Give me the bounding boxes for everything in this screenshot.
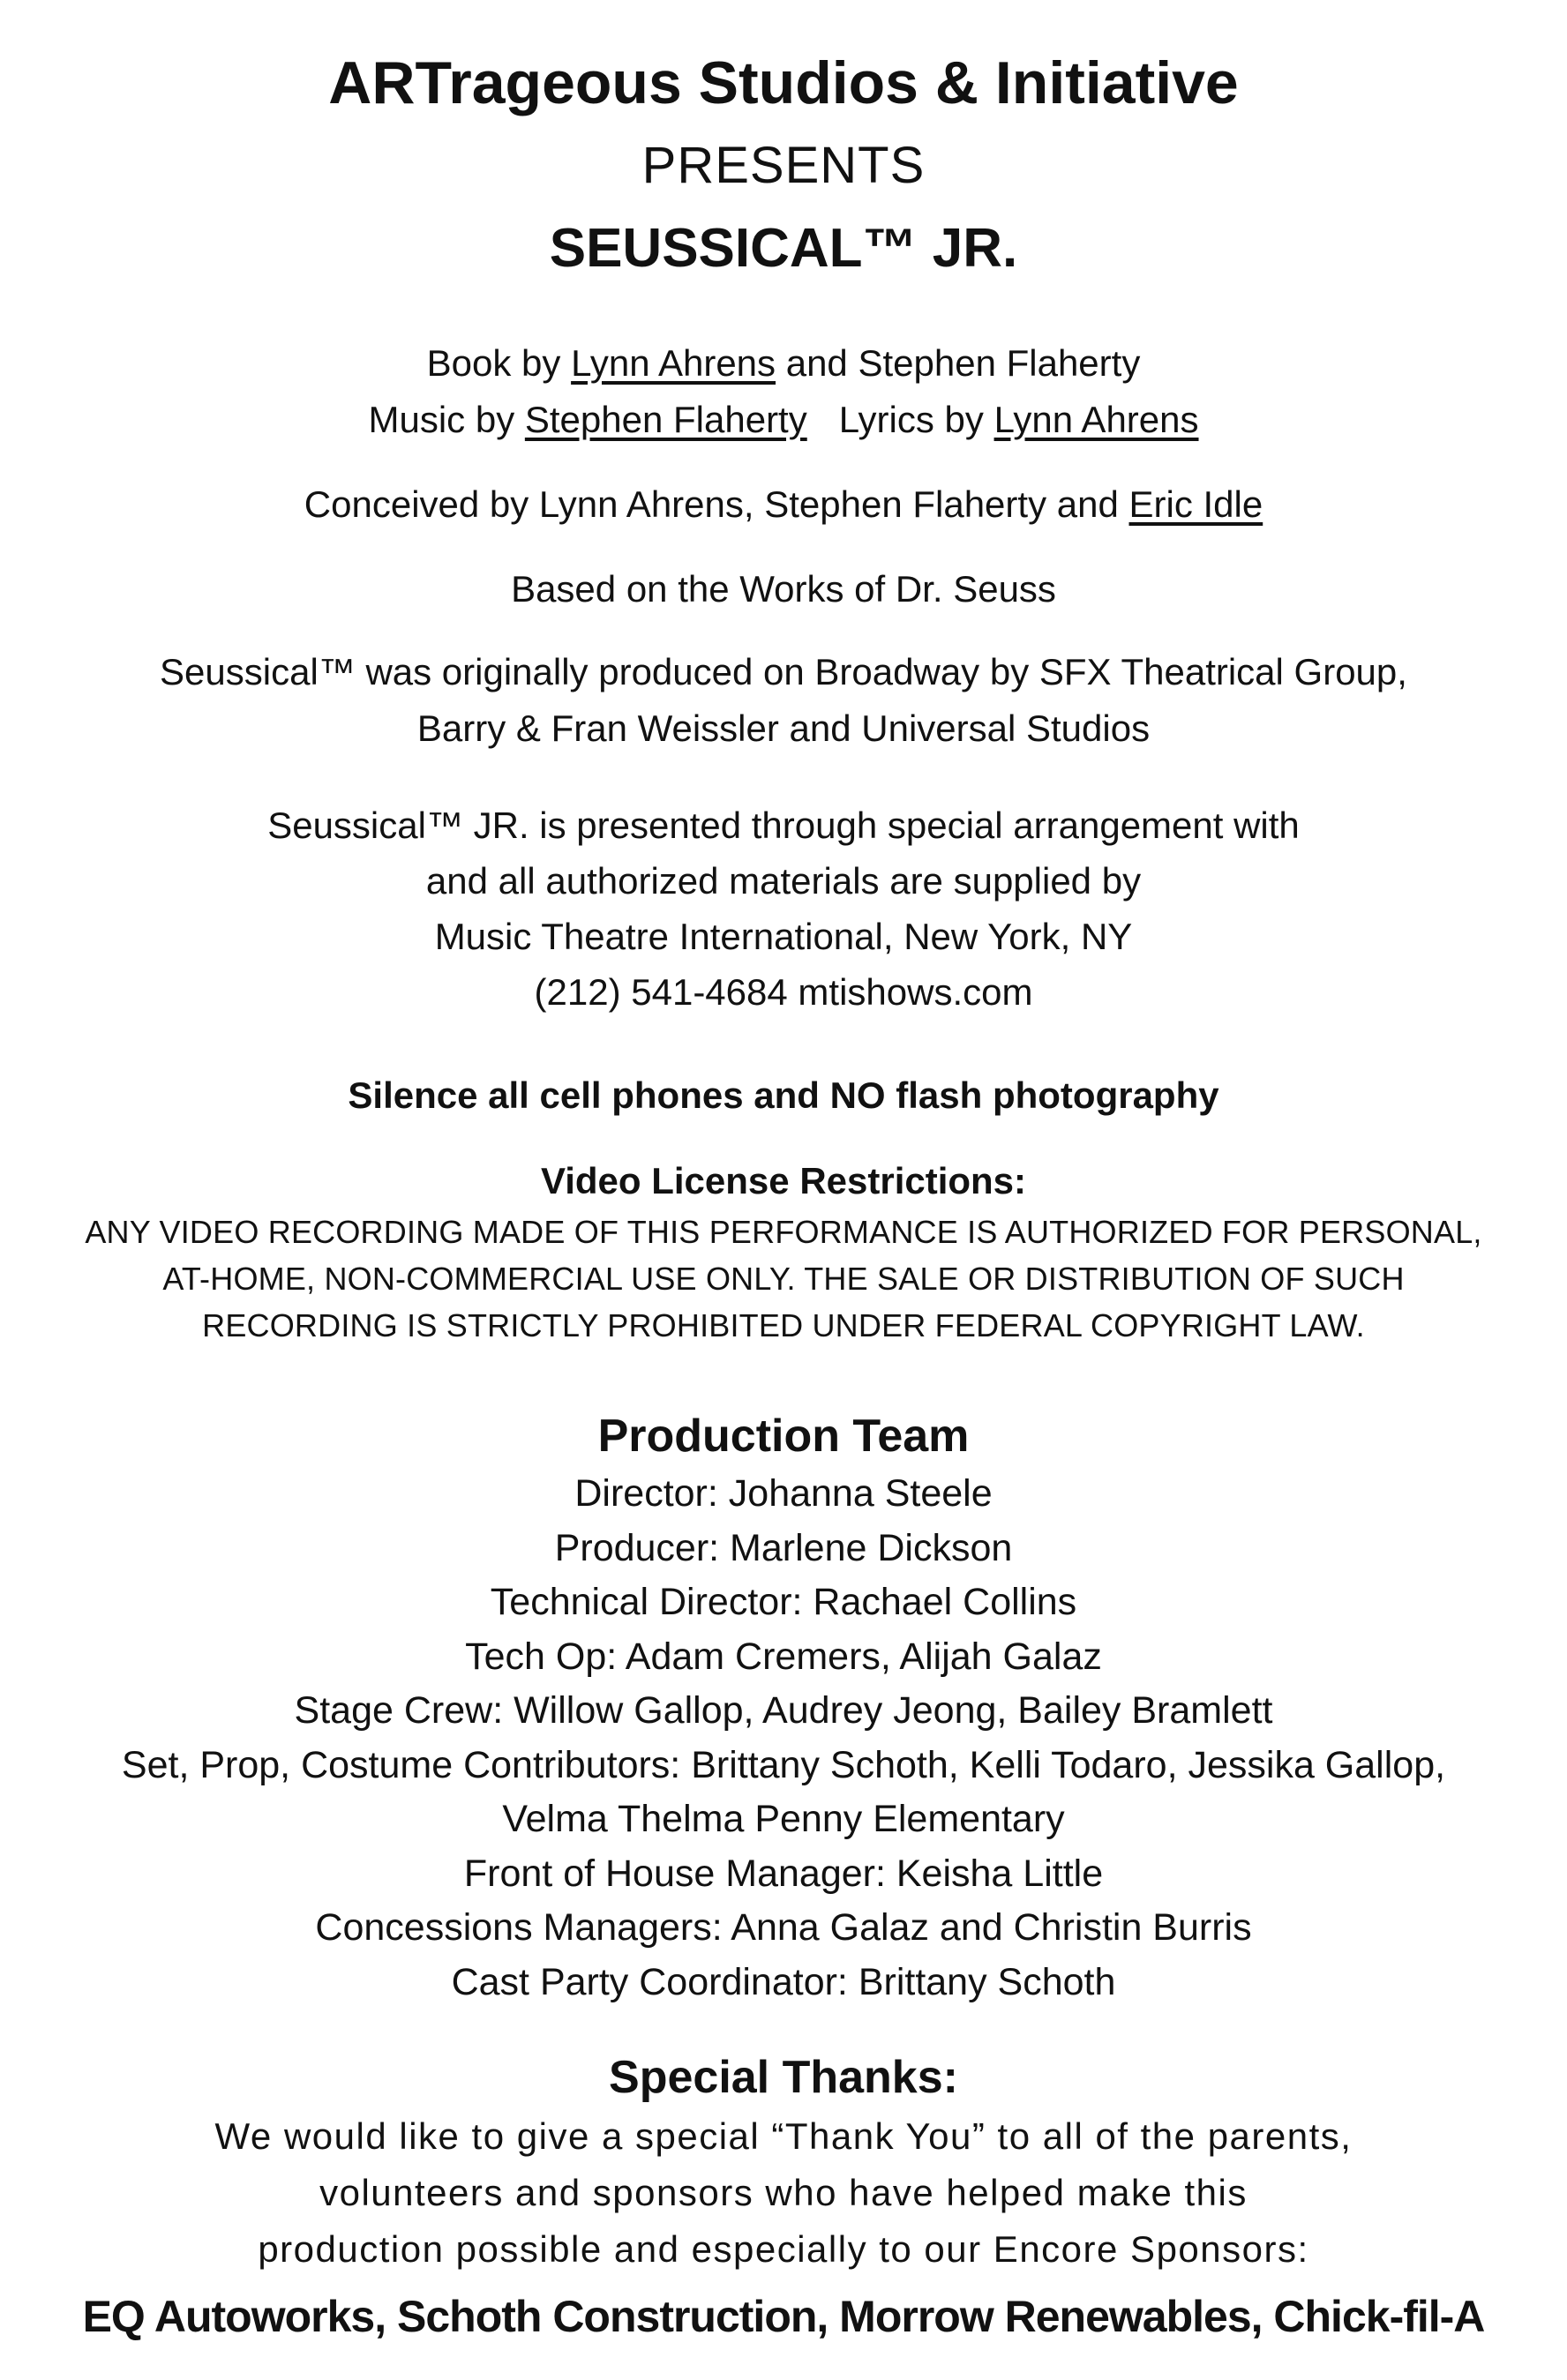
thanks-line: volunteers and sponsors who have helped make this bbox=[319, 2172, 1248, 2213]
book-prefix: Book by bbox=[426, 342, 572, 384]
video-license-heading: Video License Restrictions: bbox=[540, 1160, 1027, 1201]
lyrics-author-link[interactable]: Lynn Ahrens bbox=[993, 399, 1199, 440]
silence-notice: Silence all cell phones and NO flash photography bbox=[348, 1074, 1219, 1116]
encore-sponsors: EQ Autoworks, Schoth Construction, Morrow Renewables, Chick-fil-A bbox=[82, 2292, 1485, 2341]
video-license-line: ANY VIDEO RECORDING MADE OF THIS PERFORMANCE IS AUTHORIZED FOR PERSONAL, bbox=[85, 1214, 1482, 1250]
book-credit bbox=[0, 335, 1567, 392]
broadway-line: Seussical™ was originally produced on Broadway by SFX Theatrical Group, bbox=[160, 651, 1407, 692]
special-thanks-heading: Special Thanks: bbox=[609, 2052, 958, 2103]
thanks-line: production possible and especially to our Encore Sponsors: bbox=[258, 2228, 1309, 2270]
licensing-arrangement bbox=[0, 797, 1567, 1020]
video-license-line: RECORDING IS STRICTLY PROHIBITED UNDER FEDERAL COPYRIGHT LAW. bbox=[202, 1307, 1365, 1343]
team-member: Velma Thelma Penny Elementary bbox=[502, 1798, 1065, 1840]
team-member: Tech Op: Adam Cremers, Alijah Galaz bbox=[465, 1635, 1102, 1678]
music-prefix: Music by bbox=[368, 399, 525, 440]
broadway-credit bbox=[0, 644, 1567, 757]
arrangement-line: and all authorized materials are supplied by bbox=[425, 860, 1142, 902]
presents-label: PRESENTS bbox=[641, 137, 926, 194]
team-member: Concessions Managers: Anna Galaz and Christin Burris bbox=[315, 1906, 1252, 1949]
special-thanks-text bbox=[0, 2108, 1567, 2278]
arrangement-line: Seussical™ JR. is presented through special arrangement with bbox=[267, 805, 1300, 846]
broadway-line: Barry & Fran Weissler and Universal Studios bbox=[416, 707, 1151, 749]
based-on: Based on the Works of Dr. Seuss bbox=[511, 568, 1056, 610]
show-title: SEUSSICAL™ JR. bbox=[549, 218, 1018, 279]
production-team-heading: Production Team bbox=[597, 1411, 970, 1462]
team-member: Director: Johanna Steele bbox=[574, 1472, 993, 1515]
book-author-link[interactable]: Lynn Ahrens bbox=[571, 342, 776, 384]
team-member: Set, Prop, Costume Contributors: Brittany Schoth, Kelli Todaro, Jessika Gallop, bbox=[121, 1743, 1446, 1786]
conceived-credit bbox=[0, 476, 1567, 533]
book-suffix: and Stephen Flaherty bbox=[776, 342, 1141, 384]
team-member: Front of House Manager: Keisha Little bbox=[463, 1852, 1104, 1895]
arrangement-line: Music Theatre International, New York, NY bbox=[434, 916, 1133, 957]
video-license-text bbox=[0, 1209, 1567, 1349]
team-member: Producer: Marlene Dickson bbox=[554, 1526, 1013, 1569]
music-author-link[interactable]: Stephen Flaherty bbox=[524, 399, 807, 440]
program-header bbox=[0, 42, 1567, 289]
company-title: ARTrageous Studios & Initiative bbox=[328, 49, 1239, 116]
conceived-author-link[interactable]: Eric Idle bbox=[1128, 483, 1263, 525]
production-team-list bbox=[0, 1467, 1567, 2010]
conceived-prefix: Conceived by Lynn Ahrens, Stephen Flaherty and bbox=[304, 483, 1129, 525]
team-member: Cast Party Coordinator: Brittany Schoth bbox=[451, 1960, 1116, 2003]
team-member: Stage Crew: Willow Gallop, Audrey Jeong, Bailey Bramlett bbox=[294, 1689, 1273, 1732]
authors-credits bbox=[0, 335, 1567, 448]
arrangement-line: (212) 541-4684 mtishows.com bbox=[534, 971, 1033, 1013]
music-lyrics-credit bbox=[0, 392, 1567, 448]
lyrics-prefix: Lyrics by bbox=[838, 399, 994, 440]
video-license-line: AT-HOME, NON-COMMERCIAL USE ONLY. THE SALE OR DISTRIBUTION OF SUCH bbox=[162, 1261, 1405, 1297]
thanks-line: We would like to give a special “Thank You” to all of the parents, bbox=[214, 2115, 1353, 2157]
team-member: Technical Director: Rachael Collins bbox=[490, 1581, 1077, 1623]
